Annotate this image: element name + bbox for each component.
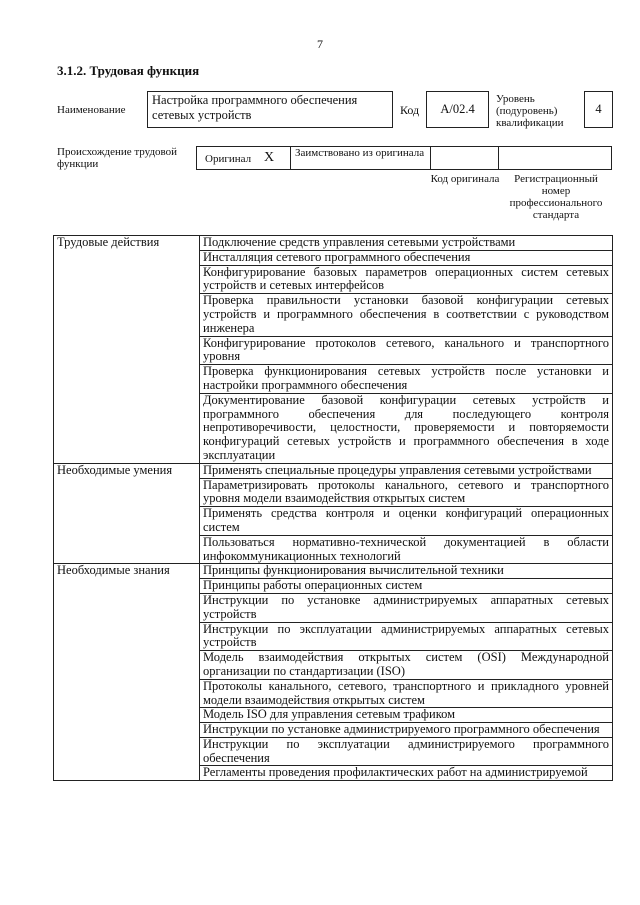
origin-label: Происхождение трудовой функции bbox=[57, 146, 178, 170]
item-cell: Модель взаимодействия открытых систем (OSI) Международной организации по стандартизации (ISO) bbox=[200, 651, 613, 680]
item-cell: Инструкции по эксплуатации администрируемого программного обеспечения bbox=[200, 737, 613, 766]
table-row bbox=[54, 463, 613, 478]
item-cell: Инструкции по эксплуатации администрируемых аппаратных сетевых устройств bbox=[200, 622, 613, 651]
original-code-cell bbox=[430, 146, 499, 170]
function-name-box: Настройка программного обеспечения сетевых устройств bbox=[147, 91, 393, 128]
function-table bbox=[53, 235, 613, 781]
table-row bbox=[54, 236, 613, 251]
item-cell: Пользоваться нормативно-технической документацией в области инфокоммуникационных технологий bbox=[200, 535, 613, 564]
category-cell: Необходимые знания bbox=[54, 564, 200, 781]
item-cell: Принципы функционирования вычислительной техники bbox=[200, 564, 613, 579]
origin-row bbox=[196, 146, 612, 170]
item-cell: Конфигурирование протоколов сетевого, канального и транспортного уровня bbox=[200, 336, 613, 365]
item-cell: Проверка функционирования сетевых устройств после установки и настройки программного обеспечения bbox=[200, 365, 613, 394]
name-label: Наименование bbox=[57, 104, 126, 116]
item-cell: Подключение средств управления сетевыми устройствами bbox=[200, 236, 613, 251]
page-number: 7 bbox=[317, 37, 323, 51]
item-cell: Регламенты проведения профилактических работ на администрируемой bbox=[200, 766, 613, 781]
original-code-caption: Код оригинала bbox=[430, 173, 500, 185]
item-cell: Параметризировать протоколы канального, сетевого и транспортного уровня модели взаимодействия открытых систем bbox=[200, 478, 613, 507]
item-cell: Применять средства контроля и оценки конфигураций операционных систем bbox=[200, 507, 613, 536]
item-cell: Инсталляция сетевого программного обеспечения bbox=[200, 250, 613, 265]
item-cell: Протоколы канального, сетевого, транспортного и прикладного уровней модели взаимодействия открытых систем bbox=[200, 679, 613, 708]
item-cell: Проверка правильности установки базовой конфигурации сетевых устройств и программного обеспечения в соответствии с руководством инженера bbox=[200, 294, 613, 336]
function-code-box: A/02.4 bbox=[426, 91, 489, 128]
original-cell bbox=[196, 146, 291, 170]
section-heading: 3.1.2. Трудовая функция bbox=[57, 63, 200, 78]
item-cell: Модель ISO для управления сетевым трафиком bbox=[200, 708, 613, 723]
registration-number-caption: Регистрационный номер профессионального стандарта bbox=[509, 173, 603, 221]
original-mark: X bbox=[264, 150, 275, 165]
registration-number-cell bbox=[498, 146, 612, 170]
item-cell: Принципы работы операционных систем bbox=[200, 579, 613, 594]
code-label: Код bbox=[400, 103, 420, 117]
qualification-level-label: Уровень (подуровень) квалификации bbox=[496, 93, 564, 129]
borrowed-cell bbox=[290, 146, 431, 170]
category-cell: Необходимые умения bbox=[54, 463, 200, 564]
category-cell: Трудовые действия bbox=[54, 236, 200, 464]
original-label: Оригинал bbox=[205, 153, 252, 165]
item-cell: Применять специальные процедуры управления сетевыми устройствами bbox=[200, 463, 613, 478]
item-cell: Инструкции по установке администрируемых аппаратных сетевых устройств bbox=[200, 593, 613, 622]
item-cell: Документирование базовой конфигурации сетевых устройств и программного обеспечения для последующего контроля непротиворечивости, целостности, проверяемости и повторяемости конфигураций сетевых устройств и программного обеспечения в ходе эксплуатации bbox=[200, 393, 613, 463]
item-cell: Конфигурирование базовых параметров операционных систем сетевых устройств и сетевых интерфейсов bbox=[200, 265, 613, 294]
table-row bbox=[54, 564, 613, 579]
borrowed-label: Заимствовано из оригинала bbox=[295, 147, 425, 159]
item-cell: Инструкции по установке администрируемого программного обеспечения bbox=[200, 723, 613, 738]
qualification-level-box: 4 bbox=[584, 91, 613, 128]
